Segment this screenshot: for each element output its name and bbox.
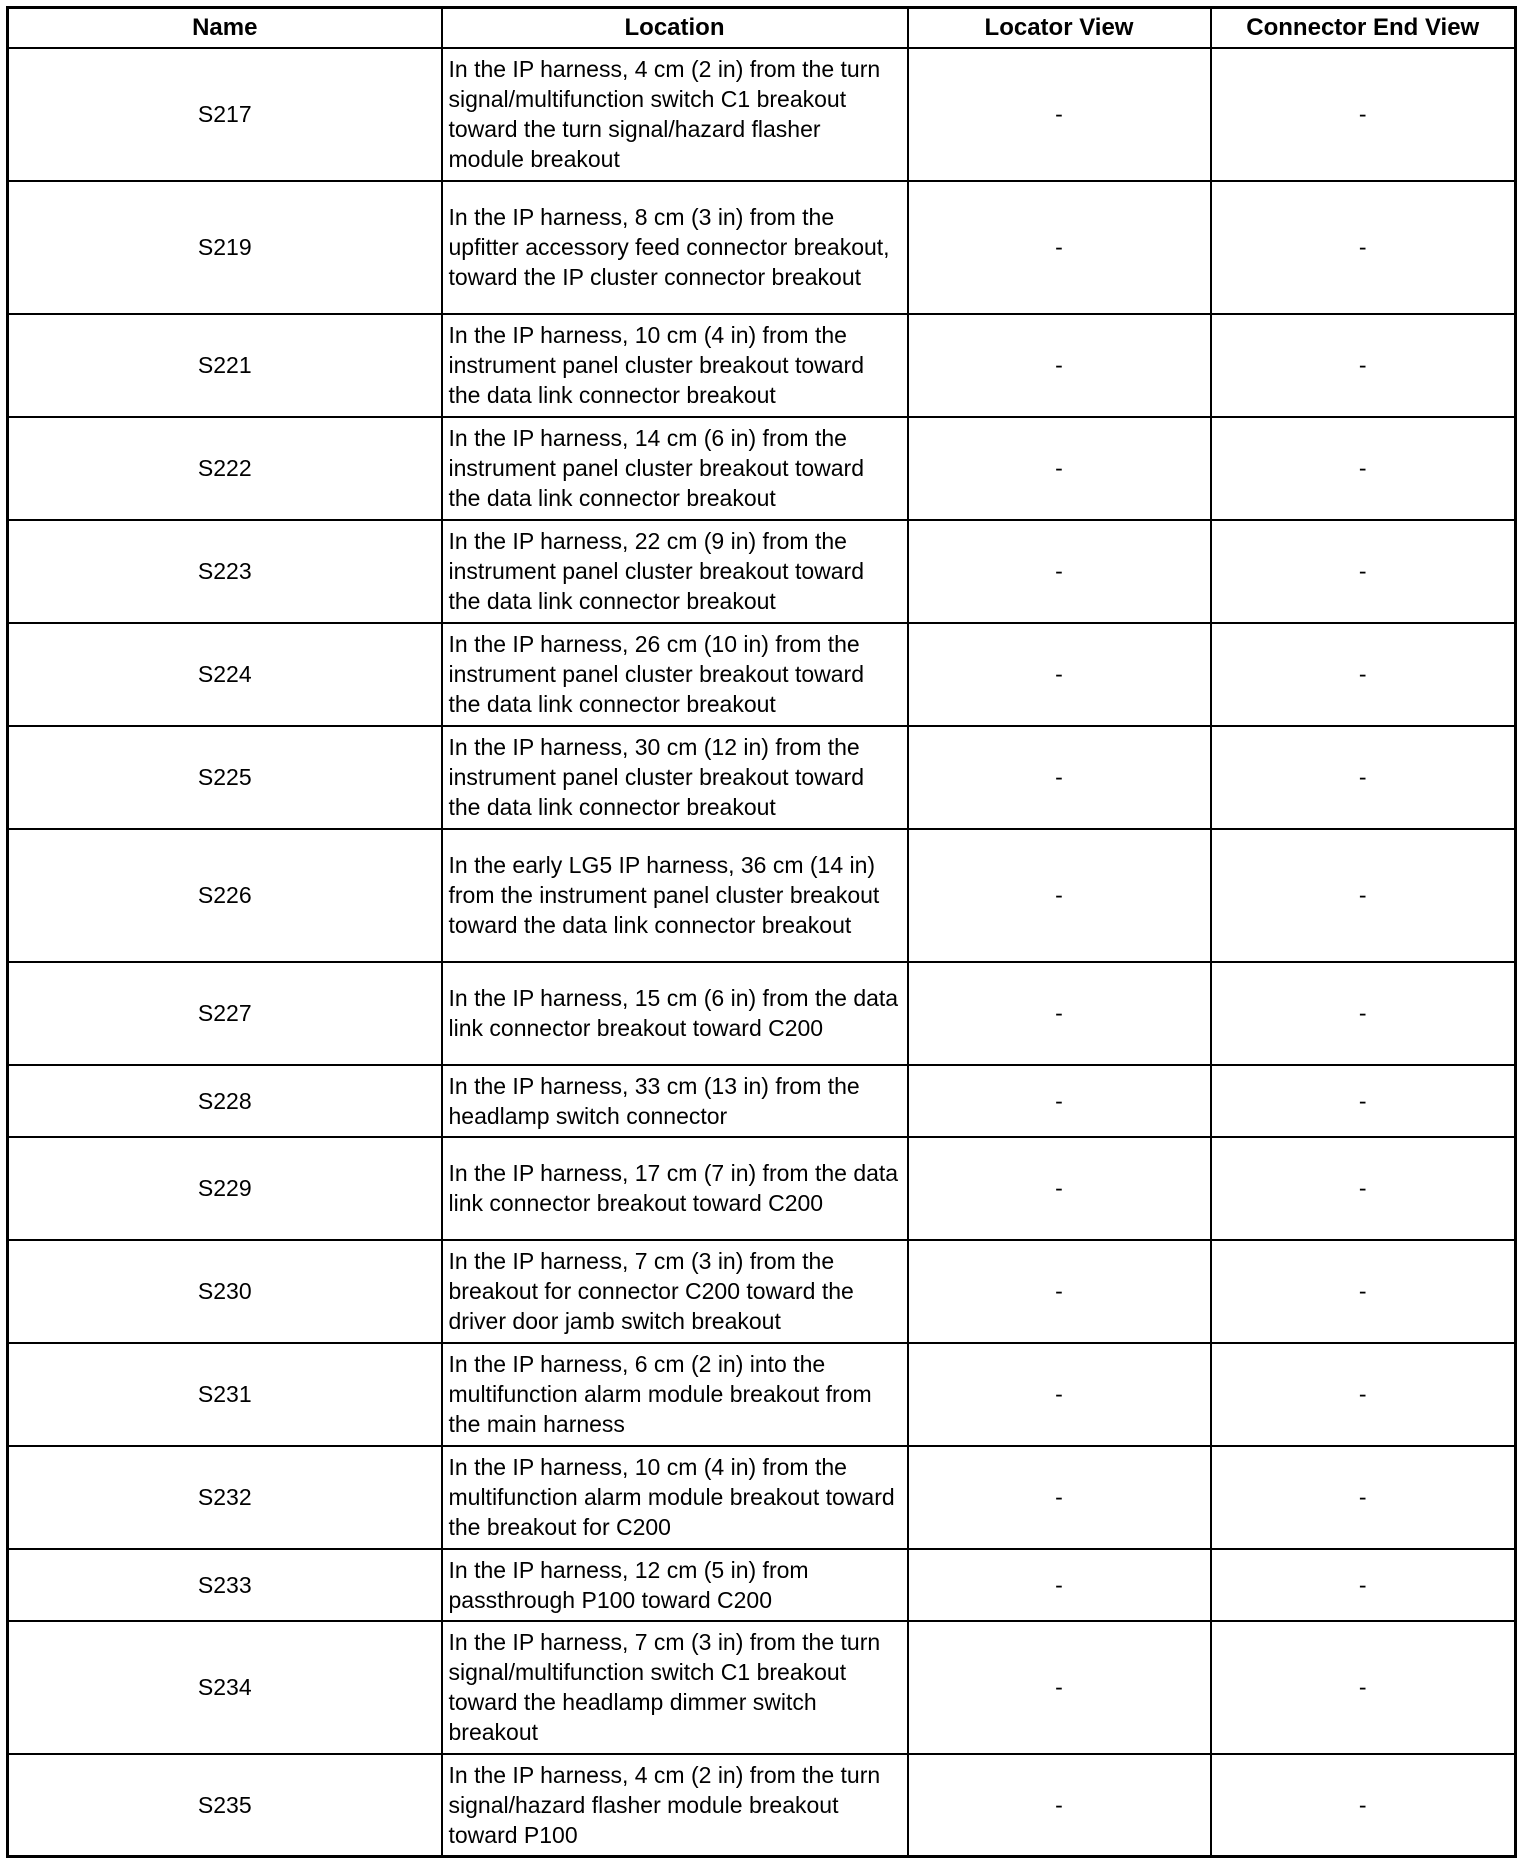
- header-location: Location: [442, 8, 908, 48]
- splice-location: In the IP harness, 7 cm (3 in) from the breakout for connector C200 toward the driver door jamb switch breakout: [442, 1240, 908, 1343]
- splice-name: S235: [8, 1754, 442, 1857]
- connector-end-view-cell: -: [1211, 1621, 1516, 1754]
- splice-name: S223: [8, 520, 442, 623]
- locator-view-cell: -: [908, 1137, 1211, 1240]
- locator-view-cell: -: [908, 1240, 1211, 1343]
- header-locator-view: Locator View: [908, 8, 1211, 48]
- splice-location: In the IP harness, 6 cm (2 in) into the multifunction alarm module breakout from the main harness: [442, 1343, 908, 1446]
- locator-view-cell: -: [908, 417, 1211, 520]
- splice-location: In the IP harness, 4 cm (2 in) from the turn signal/hazard flasher module breakout toward P100: [442, 1754, 908, 1857]
- header-name: Name: [8, 8, 442, 48]
- splice-location: In the IP harness, 14 cm (6 in) from the instrument panel cluster breakout toward the data link connector breakout: [442, 417, 908, 520]
- table-row: [8, 520, 1516, 623]
- table-row: [8, 1240, 1516, 1343]
- connector-end-view-cell: -: [1211, 623, 1516, 726]
- table-row: [8, 726, 1516, 829]
- splice-location: In the IP harness, 33 cm (13 in) from the headlamp switch connector: [442, 1065, 908, 1137]
- locator-view-cell: -: [908, 1621, 1211, 1754]
- header-connector-end-view: Connector End View: [1211, 8, 1516, 48]
- locator-view-cell: -: [908, 181, 1211, 314]
- locator-view-cell: -: [908, 48, 1211, 181]
- splice-name: S228: [8, 1065, 442, 1137]
- splice-location: In the IP harness, 30 cm (12 in) from the instrument panel cluster breakout toward the data link connector breakout: [442, 726, 908, 829]
- splice-location: In the IP harness, 22 cm (9 in) from the instrument panel cluster breakout toward the data link connector breakout: [442, 520, 908, 623]
- locator-view-cell: -: [908, 962, 1211, 1065]
- splice-name: S232: [8, 1446, 442, 1549]
- connector-end-view-cell: -: [1211, 1446, 1516, 1549]
- splice-name: S227: [8, 962, 442, 1065]
- splice-name: S217: [8, 48, 442, 181]
- splice-location: In the IP harness, 26 cm (10 in) from the instrument panel cluster breakout toward the data link connector breakout: [442, 623, 908, 726]
- connector-end-view-cell: -: [1211, 520, 1516, 623]
- splice-location: In the IP harness, 12 cm (5 in) from passthrough P100 toward C200: [442, 1549, 908, 1621]
- locator-view-cell: -: [908, 314, 1211, 417]
- table-header-row: [8, 8, 1516, 48]
- connector-end-view-cell: -: [1211, 314, 1516, 417]
- splice-location: In the early LG5 IP harness, 36 cm (14 in) from the instrument panel cluster breakout toward the data link connector breakout: [442, 829, 908, 962]
- splice-location: In the IP harness, 17 cm (7 in) from the data link connector breakout toward C200: [442, 1137, 908, 1240]
- locator-view-cell: -: [908, 1065, 1211, 1137]
- table-row: [8, 962, 1516, 1065]
- splice-location-table: [6, 6, 1517, 1858]
- table-row: [8, 1343, 1516, 1446]
- locator-view-cell: -: [908, 1343, 1211, 1446]
- table-row: [8, 314, 1516, 417]
- connector-end-view-cell: -: [1211, 1137, 1516, 1240]
- splice-name: S233: [8, 1549, 442, 1621]
- connector-end-view-cell: -: [1211, 962, 1516, 1065]
- locator-view-cell: -: [908, 623, 1211, 726]
- splice-location: In the IP harness, 7 cm (3 in) from the turn signal/multifunction switch C1 breakout toward the headlamp dimmer switch breakout: [442, 1621, 908, 1754]
- splice-name: S224: [8, 623, 442, 726]
- table-row: [8, 417, 1516, 520]
- splice-name: S219: [8, 181, 442, 314]
- table-row: [8, 181, 1516, 314]
- connector-end-view-cell: -: [1211, 1549, 1516, 1621]
- table-row: [8, 48, 1516, 181]
- splice-name: S222: [8, 417, 442, 520]
- splice-name: S230: [8, 1240, 442, 1343]
- locator-view-cell: -: [908, 520, 1211, 623]
- splice-location: In the IP harness, 8 cm (3 in) from the upfitter accessory feed connector breakout, toward the IP cluster connector breakout: [442, 181, 908, 314]
- locator-view-cell: -: [908, 829, 1211, 962]
- table-row: [8, 1065, 1516, 1137]
- table-row: [8, 1549, 1516, 1621]
- splice-location: In the IP harness, 10 cm (4 in) from the instrument panel cluster breakout toward the data link connector breakout: [442, 314, 908, 417]
- connector-end-view-cell: -: [1211, 48, 1516, 181]
- splice-name: S229: [8, 1137, 442, 1240]
- connector-end-view-cell: -: [1211, 1240, 1516, 1343]
- table-row: [8, 829, 1516, 962]
- table-row: [8, 1446, 1516, 1549]
- connector-end-view-cell: -: [1211, 1065, 1516, 1137]
- connector-end-view-cell: -: [1211, 829, 1516, 962]
- locator-view-cell: -: [908, 1446, 1211, 1549]
- locator-view-cell: -: [908, 726, 1211, 829]
- connector-end-view-cell: -: [1211, 726, 1516, 829]
- connector-end-view-cell: -: [1211, 1343, 1516, 1446]
- splice-location: In the IP harness, 15 cm (6 in) from the data link connector breakout toward C200: [442, 962, 908, 1065]
- connector-end-view-cell: -: [1211, 417, 1516, 520]
- table-row: [8, 1621, 1516, 1754]
- splice-name: S231: [8, 1343, 442, 1446]
- table-row: [8, 623, 1516, 726]
- splice-name: S226: [8, 829, 442, 962]
- splice-name: S225: [8, 726, 442, 829]
- table-row: [8, 1137, 1516, 1240]
- splice-name: S221: [8, 314, 442, 417]
- splice-location: In the IP harness, 10 cm (4 in) from the multifunction alarm module breakout toward the breakout for C200: [442, 1446, 908, 1549]
- locator-view-cell: -: [908, 1549, 1211, 1621]
- table-row: [8, 1754, 1516, 1857]
- connector-end-view-cell: -: [1211, 1754, 1516, 1857]
- locator-view-cell: -: [908, 1754, 1211, 1857]
- splice-location: In the IP harness, 4 cm (2 in) from the turn signal/multifunction switch C1 breakout toward the turn signal/hazard flasher module breakout: [442, 48, 908, 181]
- splice-name: S234: [8, 1621, 442, 1754]
- connector-end-view-cell: -: [1211, 181, 1516, 314]
